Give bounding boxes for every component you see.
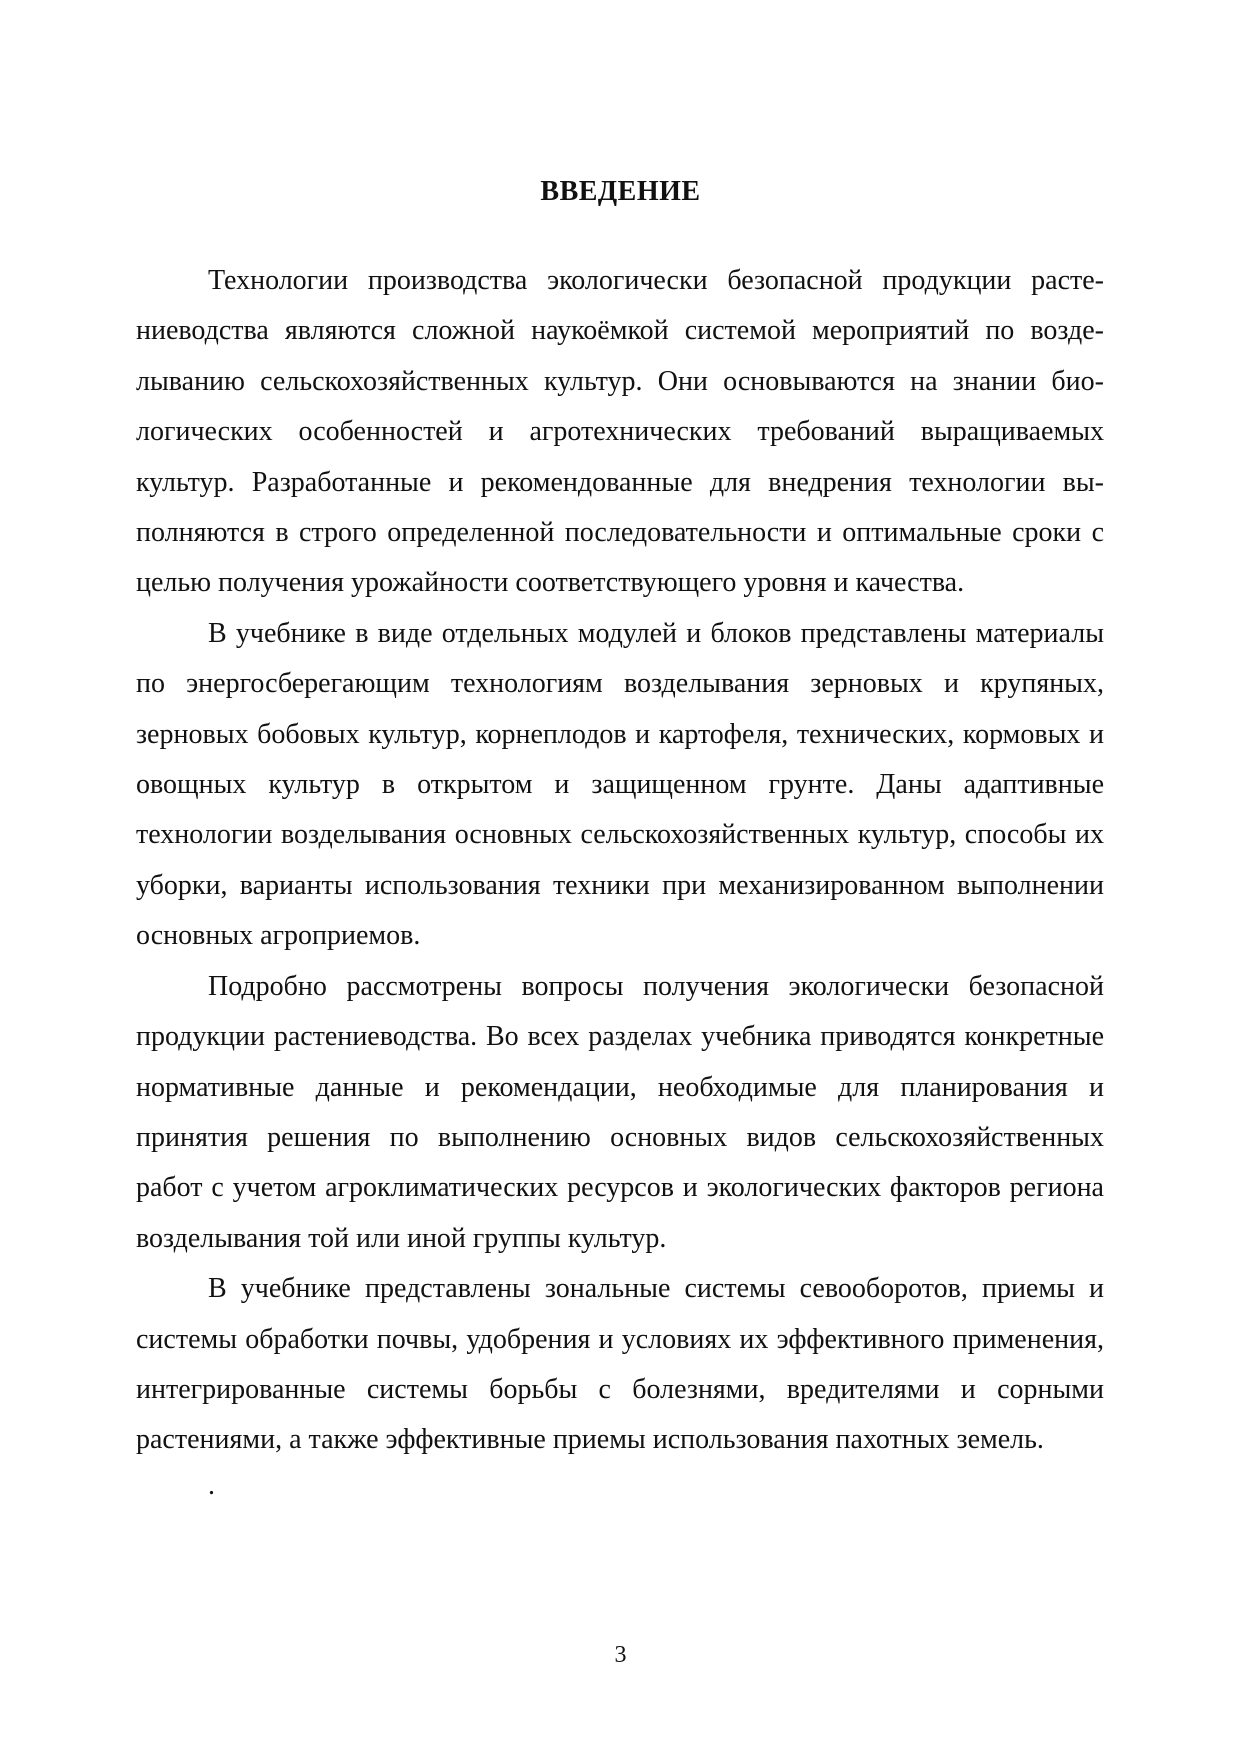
page-number: 3 — [614, 1642, 627, 1668]
paragraph-2: В учебнике в виде отдельных модулей и блоков представлены материалы по энергосберегающим технологиям возделывания зерновых и крупяных, зерновых бобовых культур, корнеплодов и картофеля, технических, кормовых и овощных культур в открытом и защищенном грунте. Даны адаптивные технологии возделывания основных сельскохозяйственных культур, способы их уборки, варианты использования техники при механизированном выполнении основных агроприемов. — [136, 617, 1104, 952]
paragraph-1: Технологии производства экологически безопасной продукции растениеводства являются сложной наукоёмкой системой мероприятий по возделыванию сельскохозяйственных культур. Они основываются на знании биологических особенностей и агротехнических требований выращиваемых культур. Разработанные и рекомендованные для внедрения технологии выполняются в строго определенной последовательности и оптимальные сроки с целью получения урожайности соответствующего уровня и качества. — [136, 265, 1104, 599]
trailing-mark: . — [208, 1470, 215, 1501]
section-heading: ВВЕДЕНИЕ — [540, 176, 701, 207]
paragraph-4: В учебнике представлены зональные системы севооборотов, приемы и системы обработки почвы, удобрения и условиях их эффективного применения, интегрированные системы борьбы с болезнями, вредителями и сорными растениями, а также эффективные приемы использования пахотных земель. — [136, 1273, 1104, 1456]
paragraph-3: Подробно рассмотрены вопросы получения экологически безопасной продукции растениеводства. Во всех разделах учебника приводятся конкретные нормативные данные и рекомендации, необходимые для планирования и принятия решения по выполнению основных видов сельскохозяйственных работ с учетом агроклиматических ресурсов и экологических факторов региона возделывания той или иной группы культур. — [136, 970, 1104, 1254]
body-text — [136, 256, 1104, 1466]
